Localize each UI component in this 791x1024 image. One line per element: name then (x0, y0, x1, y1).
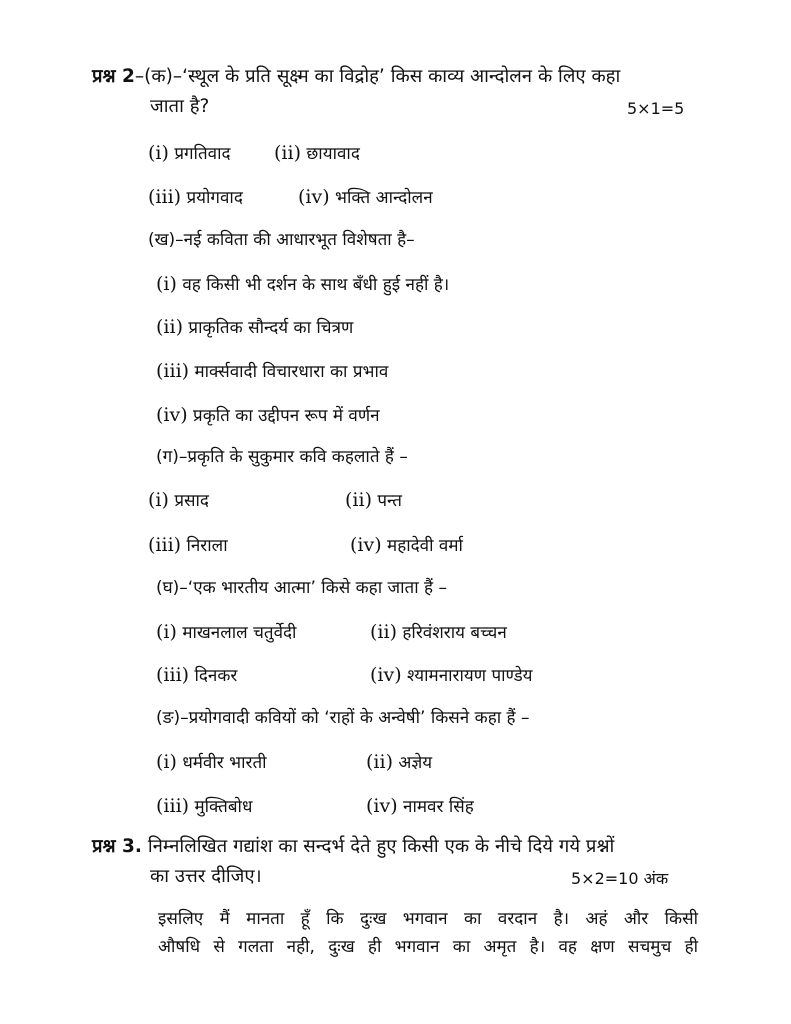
passage-line-2: औषधि से गलता नही, दुःख ही भगवान का अमृत है। वह क्षण सचमुच ही (158, 937, 698, 957)
ga-option-4: (iv) महादेवी वर्मा (350, 534, 463, 556)
question-2-label: प्रश्न 2 (92, 66, 135, 87)
ka-option-3: (iii) प्रयोगवाद (148, 186, 243, 208)
question-2-marks: 5×1=5 (627, 99, 685, 118)
question-3-text-cont: का उत्तर दीजिए। (150, 866, 262, 887)
ka-option-4: (iv) भक्ति आन्दोलन (298, 186, 433, 208)
nga-option-4: (iv) नामवर सिंह (366, 795, 474, 817)
ga-option-3: (iii) निराला (148, 534, 228, 556)
kha-option-4: (iv) प्रकृति का उद्दीपन रूप में वर्णन (156, 404, 380, 426)
nga-option-1: (i) धर्मवीर भारती (156, 751, 267, 773)
ka-option-1: (i) प्रगतिवाद (148, 142, 231, 164)
nga-option-2: (ii) अज्ञेय (366, 751, 433, 773)
question-2-heading (92, 66, 620, 88)
question-2-text: –(क)–‘स्थूल के प्रति सूक्ष्म का विद्रोह’ किस काव्य आन्दोलन के लिए कहा (134, 66, 621, 87)
passage-line-1: इसलिए मैं मानता हूँ कि दुःख भगवान का वरदान है। अहं और किसी (158, 909, 698, 929)
question-2-text-cont: जाता है? (150, 96, 210, 117)
gha-option-1: (i) माखनलाल चतुर्वेदी (156, 621, 297, 643)
kha-option-2: (ii) प्राकृतिक सौन्दर्य का चित्रण (156, 316, 354, 338)
gha-option-2: (ii) हरिवंशराय बच्चन (370, 621, 507, 643)
ka-option-2: (ii) छायावाद (274, 142, 360, 164)
question-3-label: प्रश्न 3. (92, 836, 142, 857)
gha-stem: (घ)–‘एक भारतीय आत्मा’ किसे कहा जाता हैं – (156, 578, 447, 598)
kha-option-3: (iii) मार्क्सवादी विचारधारा का प्रभाव (156, 360, 389, 382)
ga-option-2: (ii) पन्त (345, 489, 402, 511)
nga-stem: (ङ)–प्रयोगवादी कवियों को ‘राहों के अन्वेषी’ किसने कहा हैं – (156, 708, 530, 728)
question-3-marks: 5×2=10 अंक (571, 869, 669, 888)
question-3-text: निम्नलिखित गद्यांश का सन्दर्भ देते हुए किसी एक के नीचे दिये गये प्रश्नों (147, 836, 615, 857)
question-3-heading (92, 836, 614, 858)
ga-stem: (ग)–प्रकृति के सुकुमार कवि कहलाते हैं – (156, 447, 408, 467)
kha-stem: (ख)–नई कविता की आधारभूत विशेषता है– (148, 230, 415, 250)
gha-option-4: (iv) श्यामनारायण पाण्डेय (370, 664, 533, 686)
nga-option-3: (iii) मुक्तिबोध (156, 795, 253, 817)
kha-option-1: (i) वह किसी भी दर्शन के साथ बँधी हुई नहीं है। (156, 273, 450, 295)
gha-option-3: (iii) दिनकर (156, 664, 238, 686)
ga-option-1: (i) प्रसाद (148, 489, 209, 511)
